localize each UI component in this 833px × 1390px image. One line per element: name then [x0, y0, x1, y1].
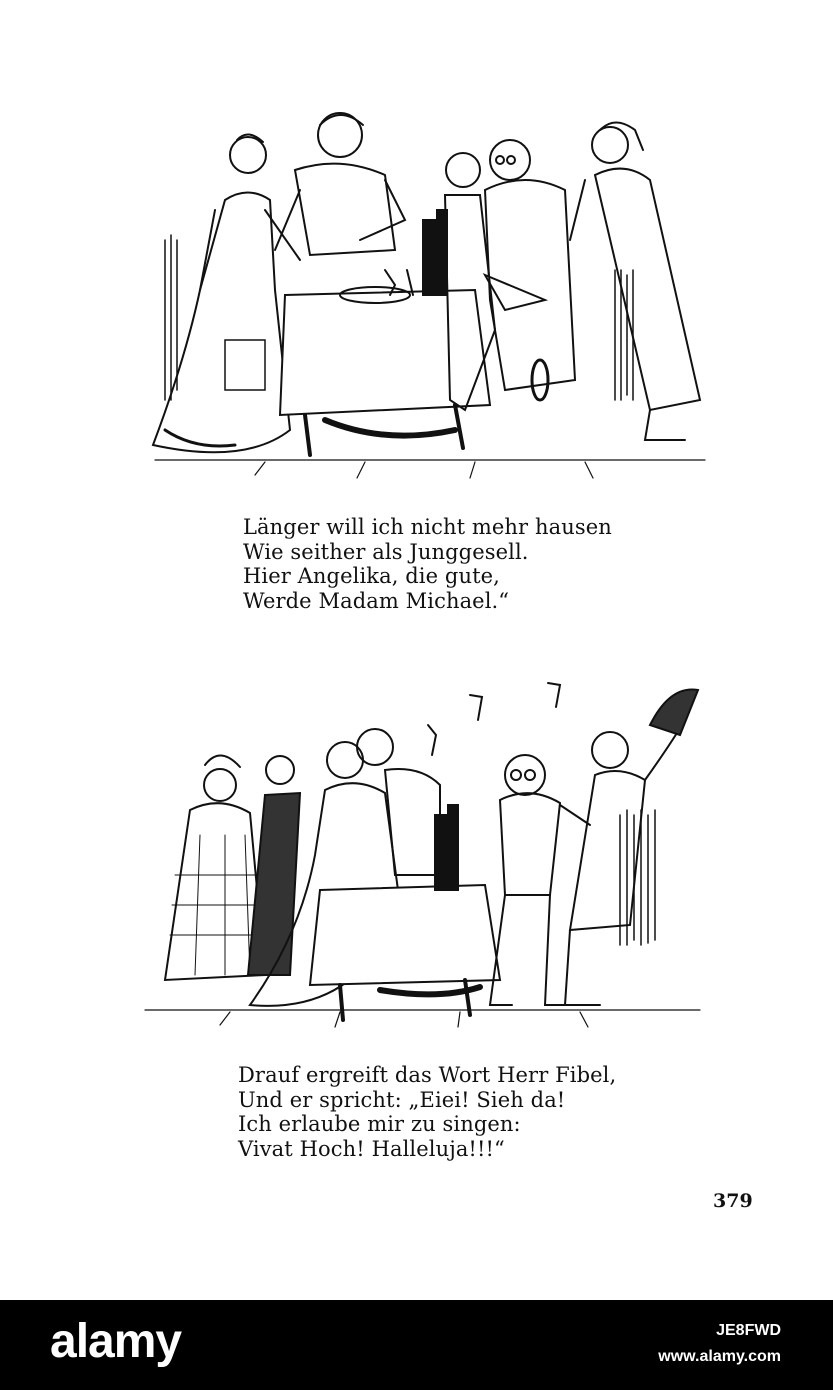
verse-line: Vivat Hoch! Halleluja!!!“ [238, 1136, 505, 1161]
verse-line: Drauf ergreift das Wort Herr Fibel, [238, 1063, 617, 1087]
watermark-footer [0, 1300, 833, 1390]
verse-line: Ich erlaube mir zu singen: [238, 1112, 521, 1136]
image-id: JE8FWD [716, 1322, 781, 1339]
verse-line: Hier Angelika, die gute, [243, 564, 500, 588]
illustration-toast [140, 675, 705, 1030]
verse-top [243, 515, 612, 613]
verse-line: Werde Madam Michael.“ [243, 588, 510, 613]
source-url: www.alamy.com [658, 1348, 781, 1365]
page-number: 379 [713, 1190, 753, 1212]
illustration-engagement [145, 100, 715, 480]
verse-line: Länger will ich nicht mehr hausen [243, 515, 612, 539]
alamy-logo: alamy [50, 1315, 182, 1368]
verse-bottom [238, 1063, 616, 1161]
verse-line: Wie seither als Junggesell. [243, 539, 529, 564]
verse-line: Und er spricht: „Eiei! Sieh da! [238, 1087, 566, 1112]
